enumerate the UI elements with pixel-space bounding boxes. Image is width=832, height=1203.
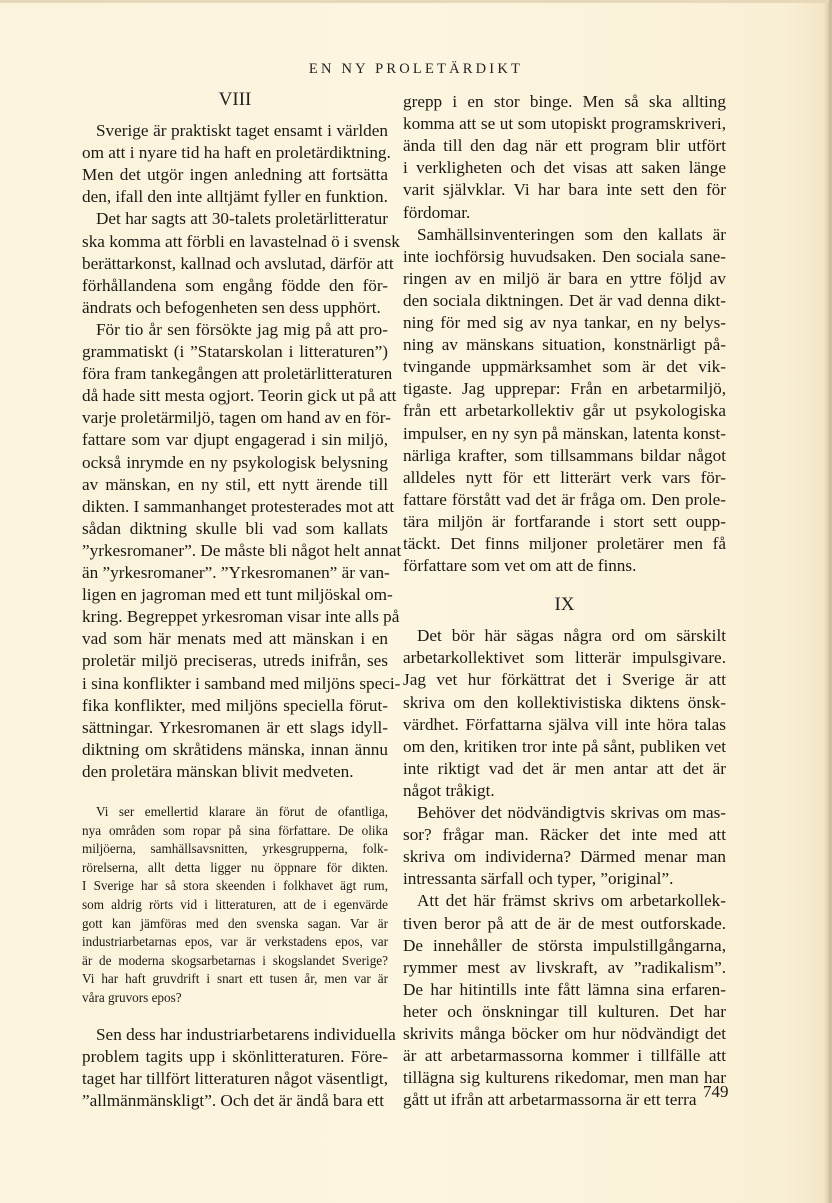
- quotation-line: rörelserna, allt detta ligger nu öppnare för dikten.: [82, 859, 388, 875]
- body-text-line: ändrats och befogenheten sen dess upphört.: [82, 297, 381, 317]
- body-text-line: värdhet. Författarna själva vill inte höra talas: [403, 714, 726, 734]
- body-text-line: intressanta särfall och typer, ”original”.: [403, 869, 674, 889]
- body-text-line: tillägna sig kulturens rikedomar, men man har: [403, 1068, 726, 1088]
- quotation-line: Vi har haft gruvdrift i snart ett tusen år, men var är: [82, 971, 388, 987]
- body-text-line: inte iochförsig huvudsaken. Den sociala sane-: [403, 246, 726, 266]
- body-text-line: Men det utgör ingen anledning att fortsätta: [82, 165, 388, 185]
- body-text-line: grammatiskt (i ”Statarskolan i litteraturen”): [82, 342, 388, 361]
- body-text-line: gått ut ifrån att arbetarmassorna är ett terra: [403, 1090, 697, 1110]
- body-text-line: om den, kritiken tror inte på sånt, publiken vet: [403, 736, 726, 756]
- body-text-line: om att i nyare tid ha haft en proletärdiktning.: [82, 143, 391, 163]
- body-text-line: närliga krafter, som tillsammans bildar något: [403, 445, 726, 465]
- quotation-line: som aldrig rörts vid i litteraturen, att de i egenvärde: [82, 897, 388, 912]
- quotation-line: gott kan jämföras med den svenska sagan. Var är: [82, 915, 388, 931]
- body-text-line: komma att se ut som utopiskt programskriveri,: [403, 114, 726, 134]
- body-text-line: Att det här främst skrivs om arbetarkollek-: [417, 891, 726, 911]
- page-number: 749: [703, 1082, 729, 1101]
- quotation-line: industriarbetarnas epos, var är verkstadens epos, var: [82, 934, 388, 950]
- body-text-line: ska komma att förbli en lavastelnad ö i svensk: [82, 231, 400, 251]
- body-text-line: av mänskan, en ny stil, ett nytt ärende till: [82, 474, 388, 494]
- body-text-line: sådan diktning skulle bli vad som kallats: [82, 518, 388, 538]
- body-text-line: sor? frågar man. Räcker det inte med att: [403, 825, 726, 845]
- body-text-line: ända till den dag när ett program blir utfört: [403, 136, 726, 156]
- body-text-line: fattare förstått vad det är fråga om. Den prole-: [403, 489, 726, 509]
- body-text-line: fattare som var djupt engagerad i sin miljö,: [82, 430, 388, 450]
- quotation-line: är de moderna skogsarbetarnas i skogslandet Sverige?: [82, 952, 388, 968]
- body-text-line: alldeles nytt för ett litterärt verk vars för-: [403, 467, 726, 487]
- body-text-line: den, ifall den inte alltjämt fyller en funktion.: [82, 187, 388, 207]
- body-text-line: fika konflikter, med miljöns speciella förut-: [82, 695, 388, 715]
- quotation-line: I Sverige har så stora skeenden i folkhavet ägt rum,: [82, 878, 388, 894]
- body-text-line: Sverige är praktiskt taget ensamt i världen: [96, 121, 388, 140]
- body-text-line: För tio år sen försökte jag mig på att pro-: [96, 319, 388, 339]
- body-text-line: proletär miljö preciseras, utreds inifrån, ses: [82, 651, 388, 671]
- body-text-line: i sina konflikter i samband med miljöns speci-: [82, 673, 401, 693]
- body-text-line: heter och önskningar till kulturen. Det har: [403, 1001, 726, 1021]
- body-text-line: ning för med sig av nya tankar, en ny belys-: [403, 313, 726, 332]
- running-head: EN NY PROLETÄRDIKT: [308, 61, 524, 77]
- body-text-line: skriva om den kollektivistiska diktens önsk-: [403, 692, 726, 712]
- body-text-line: något tråkigt.: [403, 780, 495, 800]
- body-text-line: tvingande uppmärksamhet som är det vik-: [403, 357, 726, 377]
- body-text-line: impulser, en ny syn på mänskan, latenta konst-: [403, 423, 726, 443]
- body-text-line: ligen en jagroman med ett tunt miljöskal om-: [82, 585, 393, 605]
- body-text-line: föra fram tankegången att proletärlitteraturen: [82, 364, 393, 384]
- body-text-line: Det har sagts att 30-talets proletärlitteratur: [96, 209, 388, 229]
- body-text-line: tiven beror på att de är de mest outforskade.: [403, 913, 726, 933]
- body-text-line: den proletära mänskan blivit medveten.: [82, 761, 354, 781]
- body-text-line: diktning om skråtidens mänska, innan ännu: [82, 739, 388, 759]
- body-text-line: tigaste. Jag upprepar: Från en arbetarmiljö,: [403, 379, 726, 399]
- body-text-line: Behöver det nödvändigtvis skrivas om mas-: [417, 803, 726, 822]
- body-text-line: från ett arbetarkollektiv går ut psykologiska: [403, 401, 726, 421]
- body-text-line: då hade sitt mesta ogjort. Teorin gick ut på att: [82, 386, 397, 406]
- body-text-line: än ”yrkesromaner”. ”Yrkesromanen” är van-: [82, 563, 390, 582]
- body-text-line: sättningar. Yrkesromanen är ett slags idyll-: [82, 717, 388, 737]
- body-text-line: är att arbetarmassorna kommer i tillfälle att: [403, 1046, 726, 1066]
- page-edge-top: [0, 0, 832, 3]
- body-text-line: tära miljön är fortfarande i stort sett oupp-: [403, 511, 726, 531]
- body-text-line: arbetarkollektivet som litterär impulsgivare.: [403, 648, 726, 668]
- body-text-line: rymmer mest av livskraft, av ”radikalism”.: [403, 957, 726, 977]
- body-text-line: taget har tillfört litteraturen något väsentligt,: [82, 1068, 388, 1088]
- body-text-line: grepp i en stor binge. Men så ska allting: [403, 92, 726, 111]
- body-text-line: De innehåller de största impulstillgångarna,: [403, 935, 726, 955]
- body-text-line: ”yrkesromaner”. De måste bli något helt annat: [82, 540, 402, 560]
- body-text-line: den sociala diktningen. Det är vad denna dikt-: [403, 290, 726, 310]
- body-text-line: De har hitintills inte fått lämna sina erfaren-: [403, 979, 726, 999]
- body-text-line: kring. Begreppet yrkesroman visar inte alls på: [82, 607, 400, 627]
- body-text-line: ning av mänskans situation, konstnärligt på-: [403, 335, 726, 355]
- body-text-line: i verkligheten och det visas att saken länge: [403, 158, 726, 178]
- body-text-line: varje proletärmiljö, tagen om hand av en för-: [82, 408, 391, 428]
- body-text-line: problem tagits upp i skönlitteraturen. Före-: [82, 1046, 388, 1066]
- body-text-line: Samhällsinventeringen som den kallats är: [417, 224, 726, 244]
- body-text-line: vad som här menats med att mänskan i en: [82, 629, 388, 649]
- body-text-line: Det bör här sägas några ord om särskilt: [417, 626, 726, 646]
- body-text-line: förhållandena som engång födde den för-: [82, 275, 388, 295]
- body-text-line: varit självklar. Vi har bara inte sett den för: [403, 180, 726, 200]
- body-text-line: ringen av en miljö är bara en yttre följd av: [403, 268, 726, 288]
- body-text-line: författare som vet om att de finns.: [403, 556, 637, 576]
- body-text-line: inte riktigt vad det är men antar att det är: [403, 758, 726, 778]
- body-text-line: också inrymde en ny psykologisk belysning: [82, 452, 388, 472]
- body-text-line: ”allmänmänskligt”. Och det är ändå bara ett: [82, 1090, 385, 1110]
- body-text-line: skriva om individerna? Därmed menar man: [403, 847, 726, 867]
- body-text-line: skrivits många böcker om hur nödvändigt det: [403, 1024, 726, 1043]
- body-text-line: Sen dess har industriarbetarens individuella: [96, 1024, 396, 1044]
- quotation-line: Vi ser emellertid klarare än förut de ofantliga,: [96, 804, 388, 819]
- section-heading-ix: IX: [554, 594, 575, 616]
- quotation-line: våra gruvors epos?: [82, 990, 182, 1005]
- body-text-line: dikten. I sammanhanget protesterades mot att: [82, 496, 395, 516]
- quotation-line: miljöerna, samhällsavsnitten, yrkesgrupperna, folk-: [82, 841, 388, 857]
- quotation-line: nya områden som ropar på sina författare. De olika: [82, 822, 388, 838]
- body-text-line: Jag vet hur förkättrat det i Sverige är att: [403, 670, 726, 690]
- section-heading-viii: VIII: [218, 89, 252, 110]
- body-text-line: täckt. Det finns miljoner proletärer men få: [403, 534, 726, 553]
- body-text-line: berättarkonst, kallnad och avslutad, därför att: [82, 253, 394, 273]
- body-text-line: fördomar.: [403, 202, 471, 222]
